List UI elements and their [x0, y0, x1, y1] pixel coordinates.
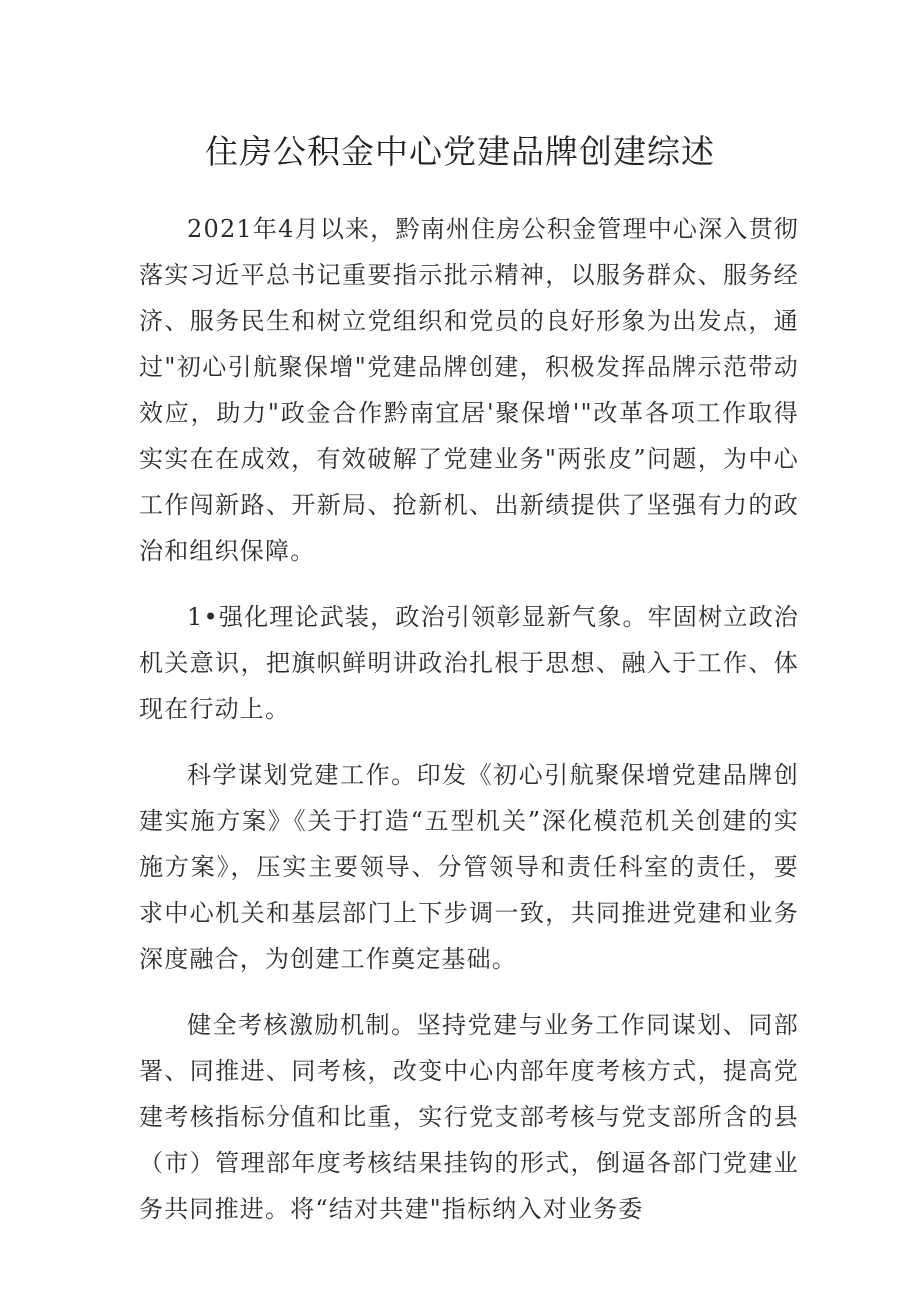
- paragraph-text: 坚持党建与业务工作同谋划、同部署、同推进、同考核，改变中心内部年度考核方式，提高党建考核指标分值和比重，实行党支部考核与党支部所含的县（市）管理部年度考核结果挂钩的形式，倒逼各部门党建业务共同推进。将“结对共建"指标纳入对业务委: [139, 1011, 799, 1223]
- paragraph-lead: 1•强化理论武装，政治引领彰显新气象。: [187, 603, 648, 631]
- paragraph-section-1: [139, 594, 799, 732]
- paragraph-intro: [139, 206, 799, 574]
- paragraph-planning: [139, 752, 799, 982]
- paragraph-text: 2021年4月以来，黔南州住房公积金管理中心深入贯彻落实习近平总书记重要指示批示精神，以服务群众、服务经济、服务民生和树立党组织和党员的良好形象为出发点，通过"初心引航聚保增"党建品牌创建，积极发挥品牌示范带动效应，助力"政金合作黔南宜居'聚保增'"改革各项工作取得实实在在成效，有效破解了党建业务"两张皮”问题，为中心工作闯新路、开新局、抢新机、出新绩提供了坚强有力的政治和组织保障。: [139, 215, 799, 565]
- paragraph-lead: 健全考核激励机制。: [187, 1011, 417, 1039]
- document-title: 住房公积金中心党建品牌创建综述: [205, 132, 715, 171]
- paragraph-text: 印发《初心引航聚保增党建品牌创建实施方案》《关于打造“五型机关”深化模范机关创建的实施方案》，压实主要领导、分管领导和责任科室的责任，要求中心机关和基层部门上下步调一致，共同推进党建和业务深度融合，为创建工作奠定基础。: [139, 761, 799, 973]
- paragraph-assessment: [139, 1002, 799, 1232]
- document-body: [139, 206, 799, 1252]
- paragraph-text: 牢固树立政治机关意识，把旗帜鲜明讲政治扎根于思想、融入于工作、体现在行动上。: [139, 603, 799, 723]
- paragraph-lead: 科学谋划党建工作。: [187, 761, 417, 789]
